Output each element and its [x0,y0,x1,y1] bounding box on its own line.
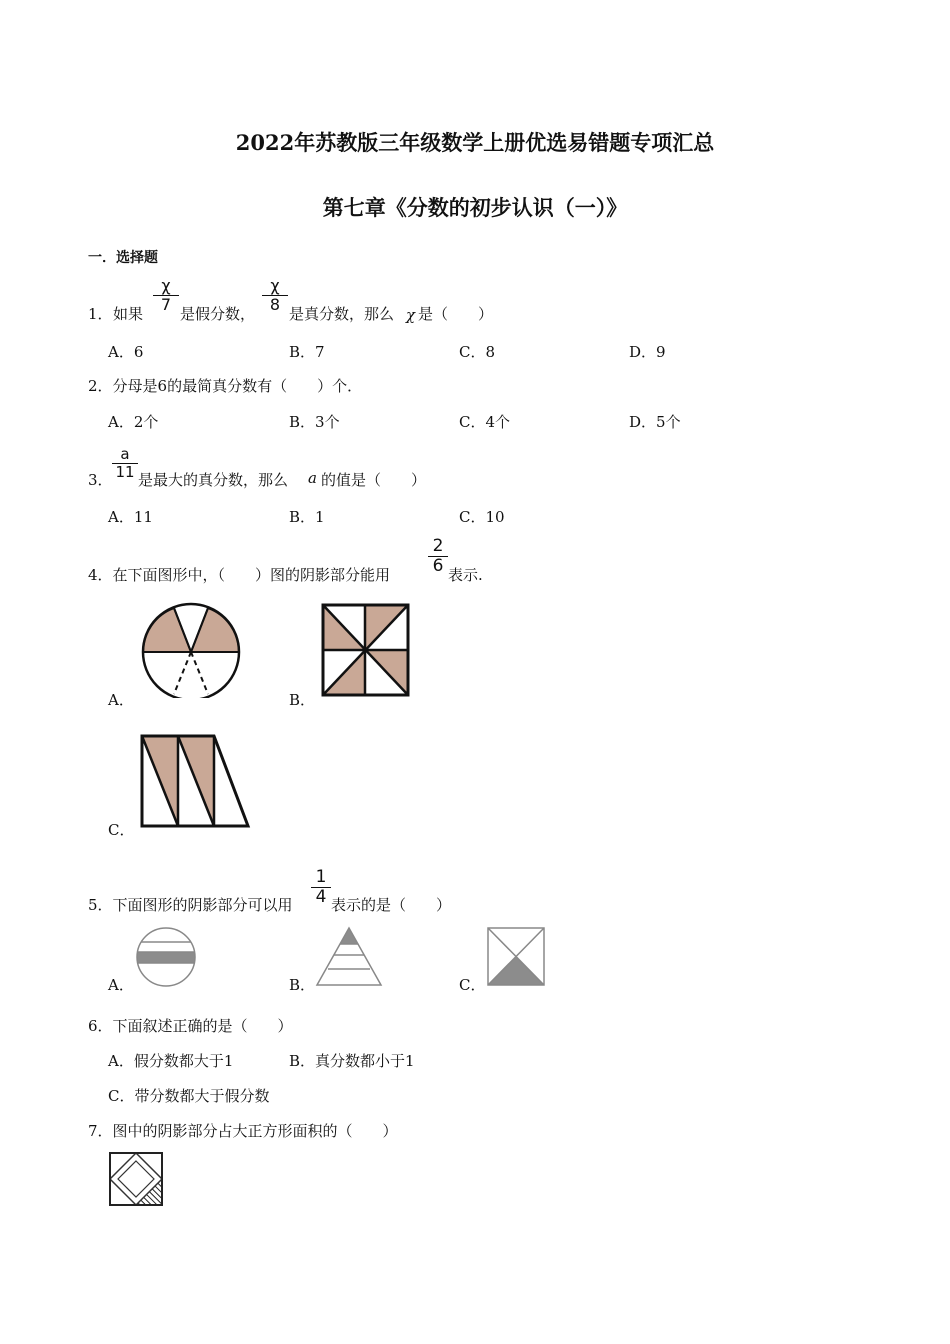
q3-number: 3． [88,471,113,489]
q5-figure-a-circle[interactable] [133,925,199,989]
q5-option-b[interactable]: B． [289,976,316,994]
q6-text: 6．下面叙述正确的是（ ） [88,1017,293,1035]
q2-text: 2．分母是6的最简真分数有（ ）个． [88,377,363,395]
section-heading: 一．选择题 [88,250,158,266]
q3-option-a[interactable]: A．11 [108,508,153,526]
q1-pre: 如果 [113,305,144,323]
q5-figure-c-square[interactable] [485,925,547,989]
q1-variable: χ [406,306,416,324]
q3-post: 是最大的真分数，那么 [138,471,289,489]
q5-option-c[interactable]: C． [459,976,486,994]
q2-option-c[interactable]: C．4个 [459,413,511,431]
q4-pre: 4．在下面图形中，（ ）图的阴影部分能用 [88,566,391,584]
q4-option-c[interactable]: C． [108,821,135,839]
q3-variable: a [308,469,317,487]
q4-figure-c-parallelogram[interactable] [138,732,252,830]
shaded-sector [191,608,239,652]
q5-option-a[interactable]: A． [108,976,134,994]
q1-option-b[interactable]: B．7 [289,343,325,361]
q1-option-c[interactable]: C．8 [459,343,496,361]
q2-option-b[interactable]: B．3个 [289,413,340,431]
q4-post: 表示. [448,566,483,584]
q6-option-a[interactable]: A．假分数都大于1 [108,1052,234,1070]
chapter-title: 第七章《分数的初步认识（一）》 [322,195,628,220]
q4-fraction: 2 6 [428,538,448,575]
page-title: 2022年苏教版三年级数学上册优选易错题专项汇总 [235,130,715,155]
q6-option-b[interactable]: B．真分数都小于1 [289,1052,415,1070]
q3-option-b[interactable]: B．1 [289,508,325,526]
q1-option-a[interactable]: A．6 [108,343,144,361]
q4-option-b[interactable]: B． [289,691,316,709]
q7-figure-nested-square [107,1150,165,1208]
q4-option-a[interactable]: A． [108,691,134,709]
q6-option-c[interactable]: C．带分数都大于假分数 [108,1087,270,1105]
shaded-sector [143,608,191,652]
q1-post: 是真分数，那么 [289,305,395,323]
q1-number: 1． [88,305,113,323]
q4-figure-b-square[interactable] [320,602,412,698]
q1-option-d[interactable]: D．9 [629,343,666,361]
q3-fraction: a 11 [112,447,138,480]
q4-figure-a-circle[interactable] [138,602,244,698]
q2-option-a[interactable]: A．2个 [108,413,159,431]
q1-mid: 是假分数， [180,305,256,323]
q1-end: 是（ ） [418,305,494,323]
q1-fraction-2: χ 8 [262,278,288,313]
q5-pre: 5．下面图形的阴影部分可以用 [88,896,293,914]
q5-figure-b-triangle[interactable] [314,925,384,989]
q3-option-c[interactable]: C．10 [459,508,505,526]
q7-text: 7．图中的阴影部分占大正方形面积的（ ） [88,1122,398,1140]
q1-fraction-1: χ 7 [153,278,179,313]
q5-post: 表示的是（ ） [331,896,452,914]
q2-option-d[interactable]: D．5个 [629,413,681,431]
q5-fraction: 1 4 [311,869,331,906]
q3-end: 的值是（ ） [321,471,427,489]
